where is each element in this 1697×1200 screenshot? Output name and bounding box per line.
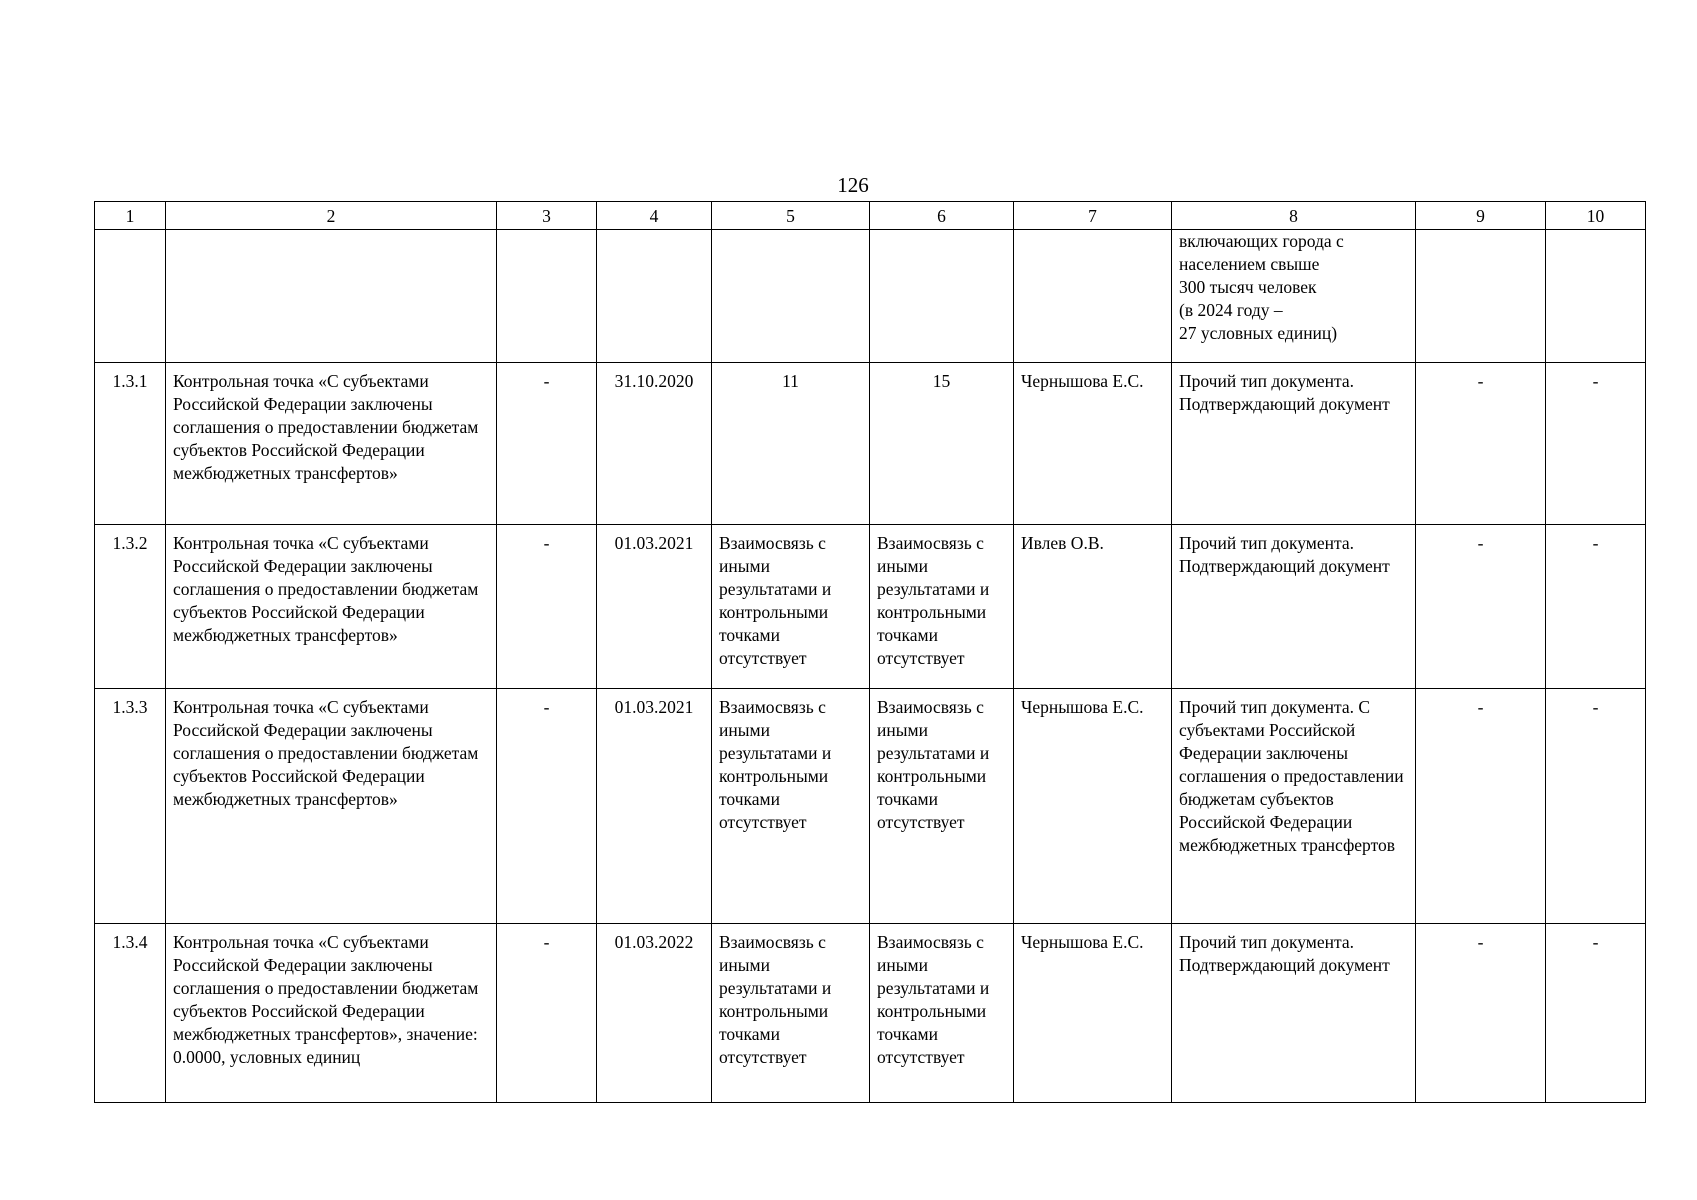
header-cell: 9 — [1416, 202, 1546, 230]
cell-responsible: Чернышова Е.С. — [1014, 689, 1172, 924]
header-cell: 5 — [712, 202, 870, 230]
table-row — [95, 525, 1646, 689]
cell-col3: - — [497, 924, 597, 1103]
table-row — [95, 230, 1646, 363]
cell-date: 01.03.2022 — [597, 924, 712, 1103]
cell-col10: - — [1546, 924, 1646, 1103]
cell-document: Прочий тип документа. С субъектами Российской Федерации заключены соглашения о предоставлении бюджетам субъектов Российской Федерации межбюджетных трансфертов — [1172, 689, 1416, 924]
cell-document: включающих города с населением свыше 300 тысяч человек (в 2024 году – 27 условных единиц) — [1172, 230, 1416, 363]
header-cell: 1 — [95, 202, 166, 230]
header-cell: 3 — [497, 202, 597, 230]
cell-col5: Взаимосвязь с иными результатами и контрольными точками отсутствует — [712, 924, 870, 1103]
cell-col5: Взаимосвязь с иными результатами и контрольными точками отсутствует — [712, 689, 870, 924]
cell-document: Прочий тип документа. Подтверждающий документ — [1172, 363, 1416, 525]
cell-col3: - — [497, 525, 597, 689]
cell-document: Прочий тип документа. Подтверждающий документ — [1172, 924, 1416, 1103]
table-row — [95, 689, 1646, 924]
header-row — [95, 202, 1646, 230]
cell-col9: - — [1416, 689, 1546, 924]
header-cell: 10 — [1546, 202, 1646, 230]
cell-name: Контрольная точка «С субъектами Российской Федерации заключены соглашения о предоставлении бюджетам субъектов Российской Федерации межбюджетных трансфертов» — [166, 363, 497, 525]
page-number: 126 — [837, 173, 869, 197]
cell-col3 — [497, 230, 597, 363]
cell-col6: Взаимосвязь с иными результатами и контрольными точками отсутствует — [870, 924, 1014, 1103]
cell-col5: 11 — [712, 363, 870, 525]
cell-number: 1.3.2 — [95, 525, 166, 689]
cell-col6 — [870, 230, 1014, 363]
cell-responsible — [1014, 230, 1172, 363]
cell-name: Контрольная точка «С субъектами Российской Федерации заключены соглашения о предоставлении бюджетам субъектов Российской Федерации межбюджетных трансфертов» — [166, 689, 497, 924]
cell-col9: - — [1416, 924, 1546, 1103]
cell-number — [95, 230, 166, 363]
cell-col6: 15 — [870, 363, 1014, 525]
cell-col6: Взаимосвязь с иными результатами и контрольными точками отсутствует — [870, 525, 1014, 689]
cell-date — [597, 230, 712, 363]
table-header — [95, 202, 1646, 230]
cell-number: 1.3.4 — [95, 924, 166, 1103]
cell-name: Контрольная точка «С субъектами Российской Федерации заключены соглашения о предоставлении бюджетам субъектов Российской Федерации межбюджетных трансфертов», значение: 0.0000, условных единиц — [166, 924, 497, 1103]
cell-col9 — [1416, 230, 1546, 363]
cell-date: 01.03.2021 — [597, 525, 712, 689]
cell-number: 1.3.1 — [95, 363, 166, 525]
cell-date: 31.10.2020 — [597, 363, 712, 525]
cell-col6: Взаимосвязь с иными результатами и контрольными точками отсутствует — [870, 689, 1014, 924]
cell-col5 — [712, 230, 870, 363]
cell-col10: - — [1546, 689, 1646, 924]
cell-document: Прочий тип документа. Подтверждающий документ — [1172, 525, 1416, 689]
cell-col10 — [1546, 230, 1646, 363]
table-row — [95, 924, 1646, 1103]
cell-name: Контрольная точка «С субъектами Российской Федерации заключены соглашения о предоставлении бюджетам субъектов Российской Федерации межбюджетных трансфертов» — [166, 525, 497, 689]
cell-responsible: Чернышова Е.С. — [1014, 924, 1172, 1103]
cell-col9: - — [1416, 363, 1546, 525]
cell-col3: - — [497, 363, 597, 525]
cell-name — [166, 230, 497, 363]
table-row — [95, 363, 1646, 525]
cell-col5: Взаимосвязь с иными результатами и контрольными точками отсутствует — [712, 525, 870, 689]
cell-col10: - — [1546, 363, 1646, 525]
plan-table — [94, 201, 1646, 1103]
header-cell: 7 — [1014, 202, 1172, 230]
cell-responsible: Ивлев О.В. — [1014, 525, 1172, 689]
header-cell: 2 — [166, 202, 497, 230]
cell-number: 1.3.3 — [95, 689, 166, 924]
cell-col3: - — [497, 689, 597, 924]
cell-responsible: Чернышова Е.С. — [1014, 363, 1172, 525]
header-cell: 8 — [1172, 202, 1416, 230]
cell-date: 01.03.2021 — [597, 689, 712, 924]
header-cell: 4 — [597, 202, 712, 230]
cell-col10: - — [1546, 525, 1646, 689]
header-cell: 6 — [870, 202, 1014, 230]
cell-col9: - — [1416, 525, 1546, 689]
